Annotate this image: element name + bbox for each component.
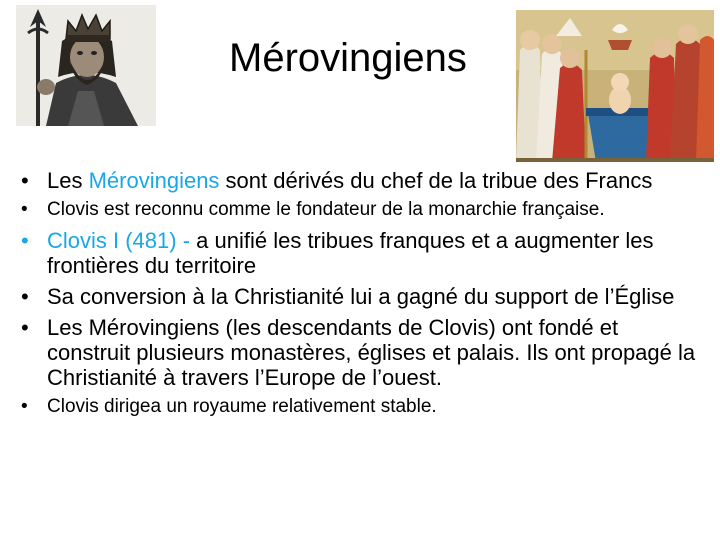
highlighted-text: Mérovingiens	[88, 168, 220, 193]
bullet-item	[18, 228, 700, 278]
highlighted-text: Clovis I (481) -	[47, 228, 197, 253]
bullet-list	[18, 168, 700, 425]
bullet-text: Clovis est reconnu comme le fondateur de la monarchie française.	[47, 199, 605, 220]
bullet-item	[18, 199, 700, 221]
bullet-text: Les Mérovingiens (les descendants de Clovis) ont fondé et construit plusieurs monastères, églises et palais. Ils ont propagé la Christianité à travers l’Europe de l’ouest.	[47, 315, 696, 390]
bullet-text: Sa conversion à la Christianité lui a gagné du support de l’Église	[47, 284, 675, 309]
bullet-text: sont dérivés du chef de la tribue des Francs	[219, 168, 653, 193]
bullet-item	[18, 284, 700, 309]
bullet-item	[18, 396, 700, 418]
bullet-item	[18, 315, 700, 390]
baptism-scene-image	[516, 10, 714, 162]
bullet-text: a unifié les tribues franques et a augmenter les frontières du territoire	[47, 228, 654, 278]
slide-title: Mérovingiens	[229, 36, 467, 80]
bullet-text: Les	[47, 168, 89, 193]
bullet-item	[18, 168, 700, 193]
king-portrait-image	[16, 5, 156, 126]
bullet-text: Clovis dirigea un royaume relativement stable.	[47, 396, 437, 417]
